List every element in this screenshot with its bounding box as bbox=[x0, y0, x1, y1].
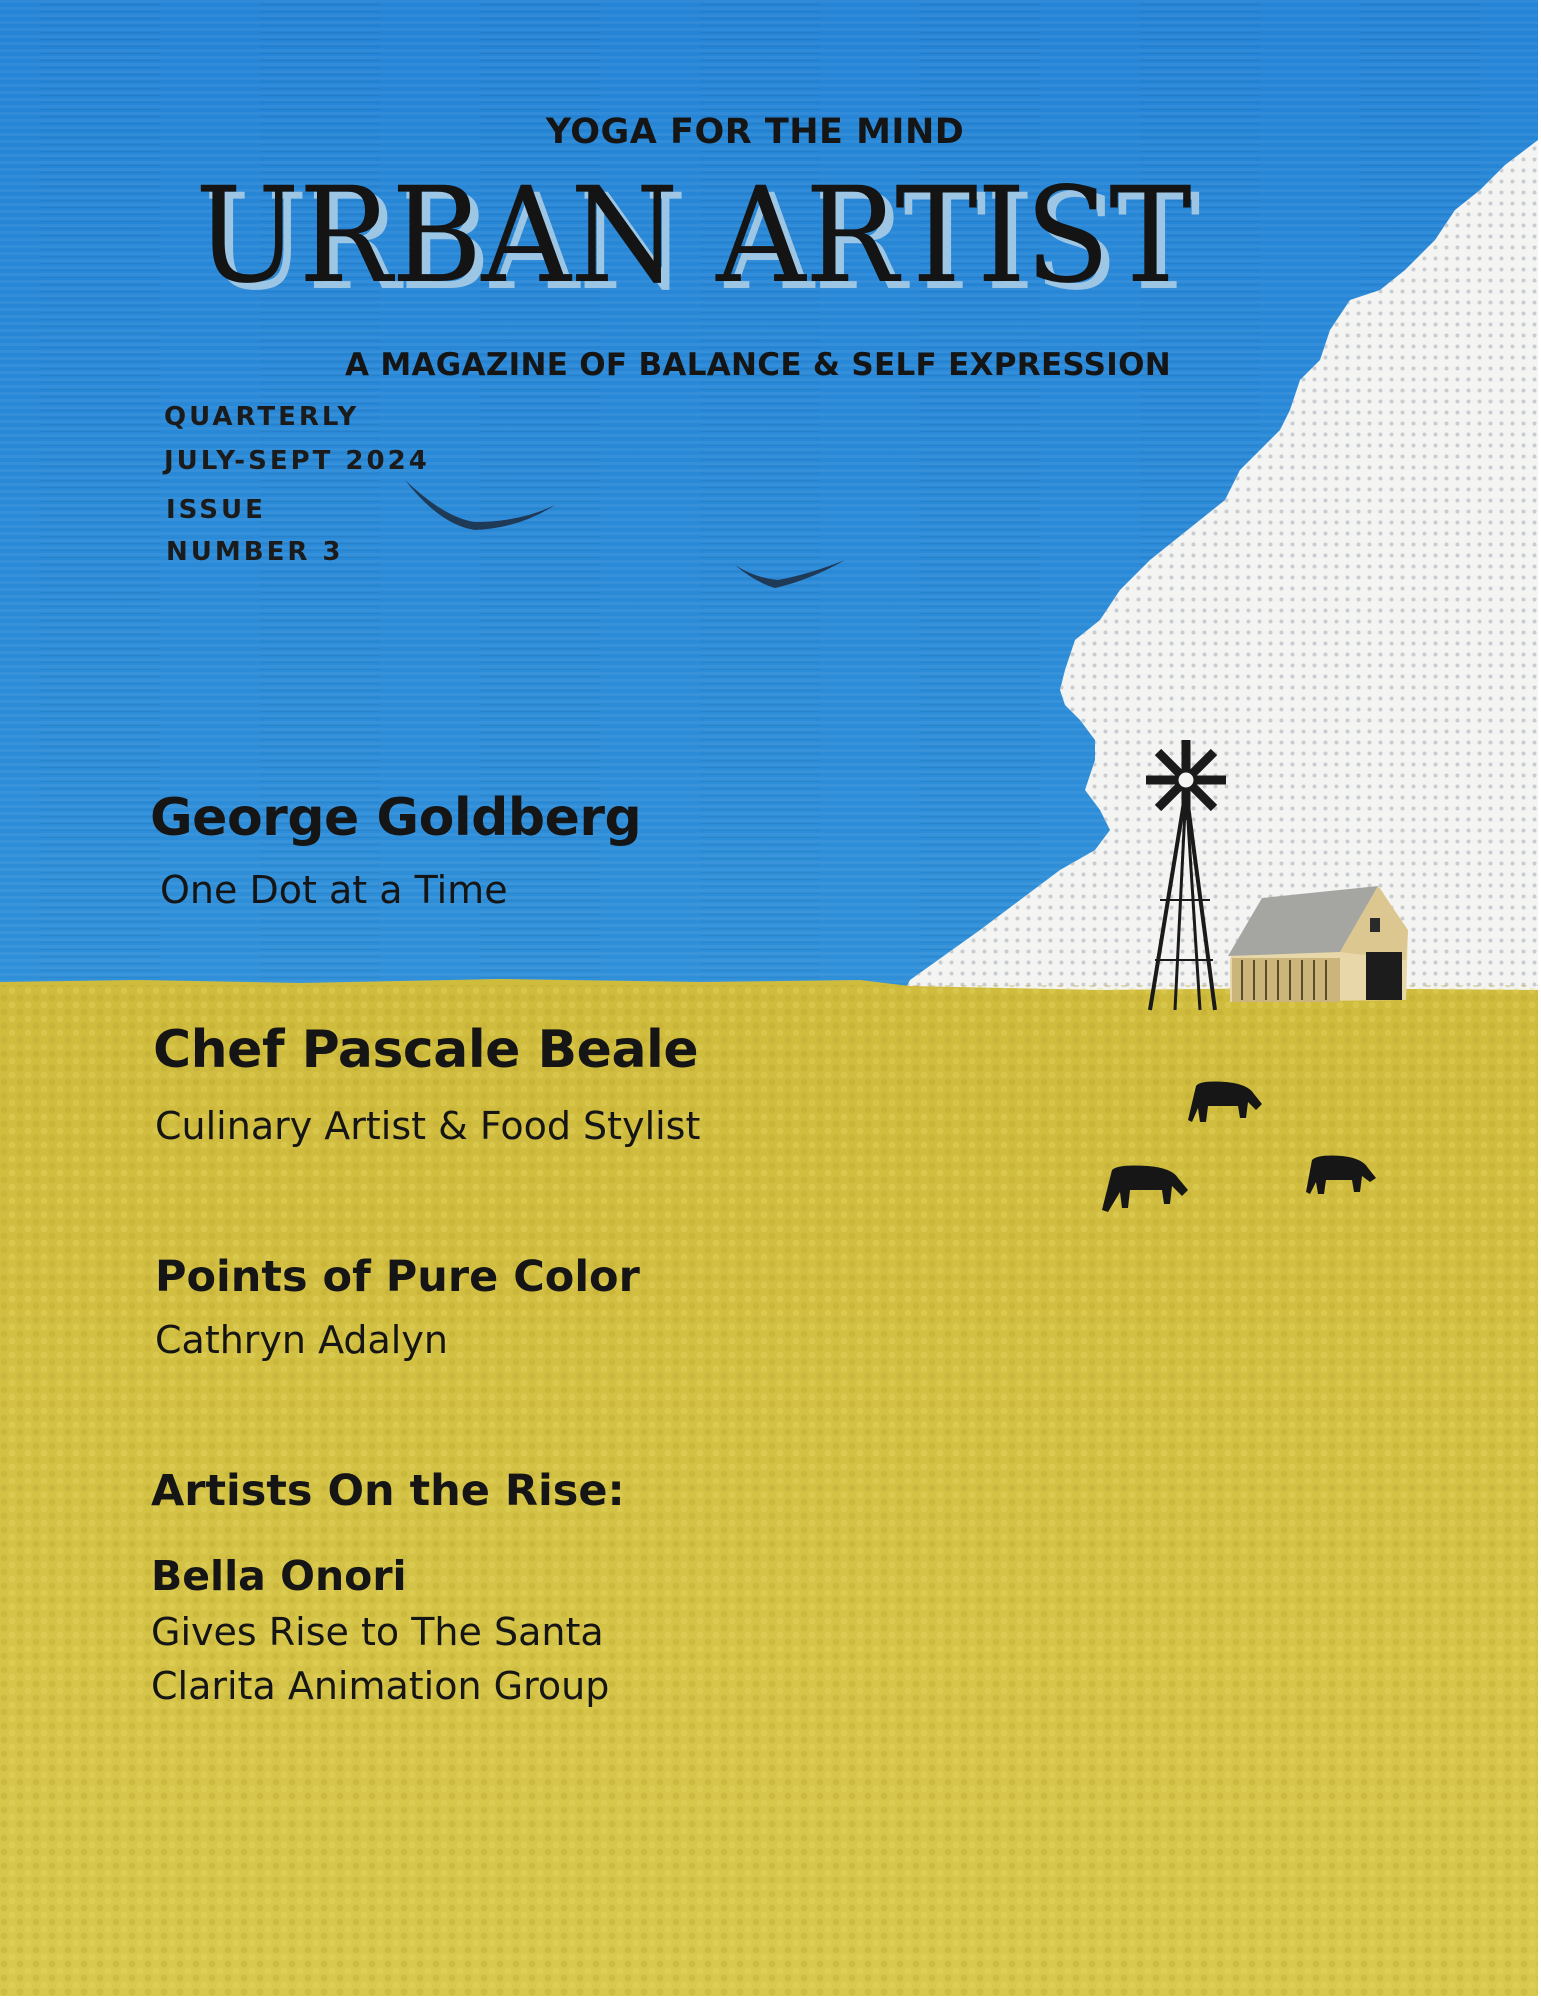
feature-headline: George Goldberg bbox=[150, 788, 642, 848]
cover-kicker: YOGA FOR THE MIND bbox=[545, 112, 965, 152]
rising-heading: Artists On the Rise: bbox=[151, 1466, 625, 1516]
issue-number: NUMBER 3 bbox=[166, 537, 344, 567]
feature-headline: Chef Pascale Beale bbox=[153, 1020, 699, 1080]
rising-description-line2: Clarita Animation Group bbox=[151, 1664, 610, 1708]
magazine-title: URBAN ARTIST bbox=[195, 159, 1191, 313]
issue-frequency: QUARTERLY bbox=[164, 402, 360, 432]
feature-subline: Cathryn Adalyn bbox=[155, 1318, 448, 1362]
rising-artist: Bella Onori bbox=[151, 1552, 407, 1600]
feature-subline: One Dot at a Time bbox=[160, 868, 508, 912]
issue-label: ISSUE bbox=[166, 495, 266, 525]
magazine-tagline: A MAGAZINE OF BALANCE & SELF EXPRESSION bbox=[344, 347, 1172, 383]
feature-subline: Culinary Artist & Food Stylist bbox=[155, 1104, 701, 1148]
rising-description-line1: Gives Rise to The Santa bbox=[151, 1610, 604, 1654]
feature-headline: Points of Pure Color bbox=[155, 1252, 640, 1302]
issue-period: JULY-SEPT 2024 bbox=[164, 446, 430, 476]
